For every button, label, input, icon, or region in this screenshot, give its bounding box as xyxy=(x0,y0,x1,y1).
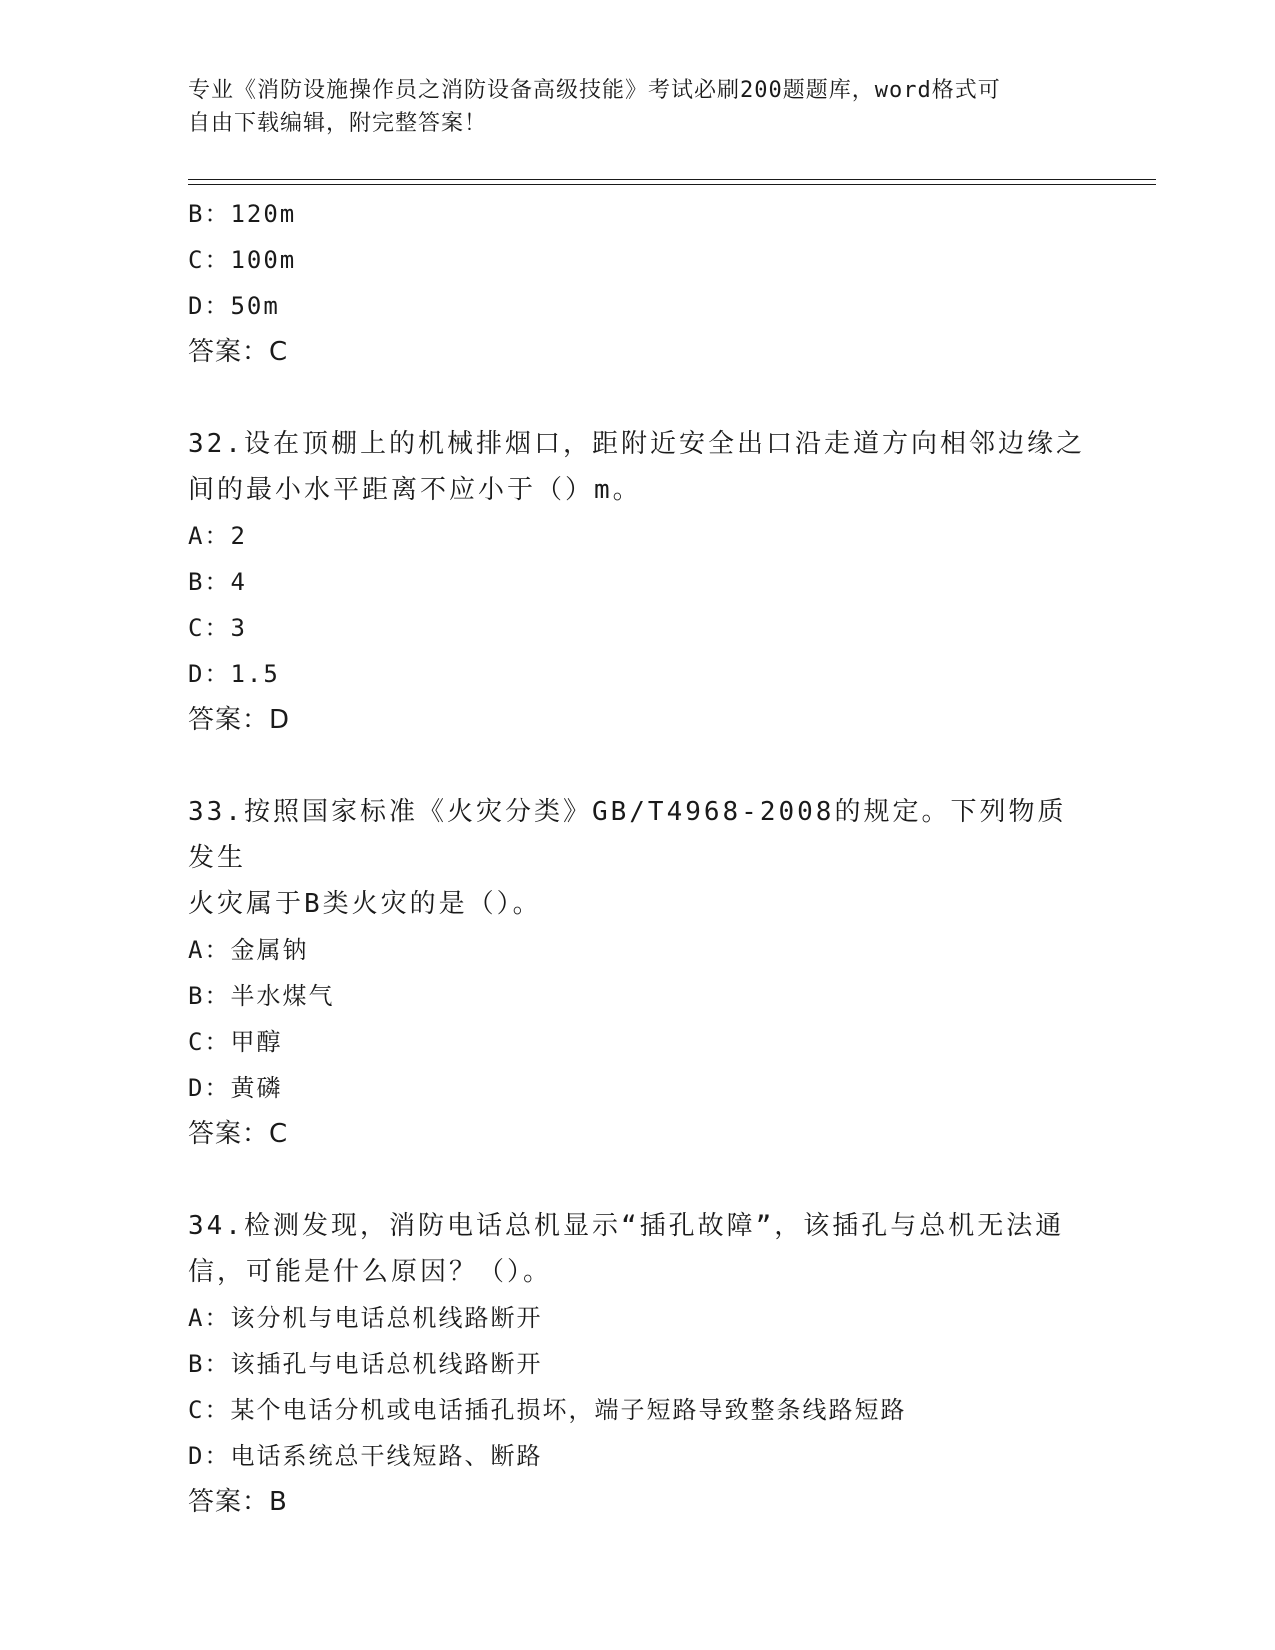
option-b: B：4 xyxy=(188,568,247,596)
question-stem xyxy=(188,789,1088,927)
option-c: C：3 xyxy=(188,614,247,642)
question-stem xyxy=(188,421,1088,513)
option-b: B：半水煤气 xyxy=(188,982,335,1010)
answer-line: 答案：D xyxy=(188,705,291,735)
option-a: A：金属钠 xyxy=(188,936,309,964)
option-a: A：2 xyxy=(188,522,247,550)
answer-line: 答案：C xyxy=(188,337,289,367)
header-line-2: 自由下载编辑，附完整答案！ xyxy=(188,111,488,136)
option-b: B：120m xyxy=(188,200,297,228)
answer-line: 答案：B xyxy=(188,1487,288,1517)
previous-question-tail xyxy=(188,191,1088,375)
question-stem-line-2: 间的最小水平距离不应小于（）m。 xyxy=(188,475,642,505)
answer-line: 答案：C xyxy=(188,1119,289,1149)
option-b: B：该插孔与电话总机线路断开 xyxy=(188,1350,543,1378)
option-c: C：某个电话分机或电话插孔损坏，端子短路导致整条线路短路 xyxy=(188,1396,907,1424)
question-stem-line-1: 33.按照国家标准《火灾分类》GB/T4968-2008的规定。下列物质发生 xyxy=(188,797,1067,873)
question-stem-line-1: 34.检测发现，消防电话总机显示“插孔故障”，该插孔与总机无法通 xyxy=(188,1211,1065,1241)
question-34 xyxy=(188,1203,1088,1525)
header-divider-bottom xyxy=(188,184,1156,185)
document-header xyxy=(188,74,1068,140)
header-line-1: 专业《消防设施操作员之消防设备高级技能》考试必刷200题题库，word格式可 xyxy=(188,78,1001,103)
question-stem xyxy=(188,1203,1088,1295)
question-33 xyxy=(188,789,1088,1157)
question-stem-line-1: 32.设在顶棚上的机械排烟口，距附近安全出口沿走道方向相邻边缘之 xyxy=(188,429,1085,459)
option-d: D：50m xyxy=(188,292,280,320)
option-a: A：该分机与电话总机线路断开 xyxy=(188,1304,543,1332)
option-d: D：1.5 xyxy=(188,660,280,688)
option-c: C：100m xyxy=(188,246,297,274)
option-d: D：黄磷 xyxy=(188,1074,283,1102)
option-d: D：电话系统总干线短路、断路 xyxy=(188,1442,543,1470)
option-c: C：甲醇 xyxy=(188,1028,283,1056)
question-32 xyxy=(188,421,1088,743)
header-divider-top xyxy=(188,179,1156,180)
question-stem-line-2: 火灾属于B类火灾的是（）。 xyxy=(188,889,542,919)
question-list xyxy=(188,191,1088,1525)
question-stem-line-2: 信，可能是什么原因？（）。 xyxy=(188,1257,553,1287)
